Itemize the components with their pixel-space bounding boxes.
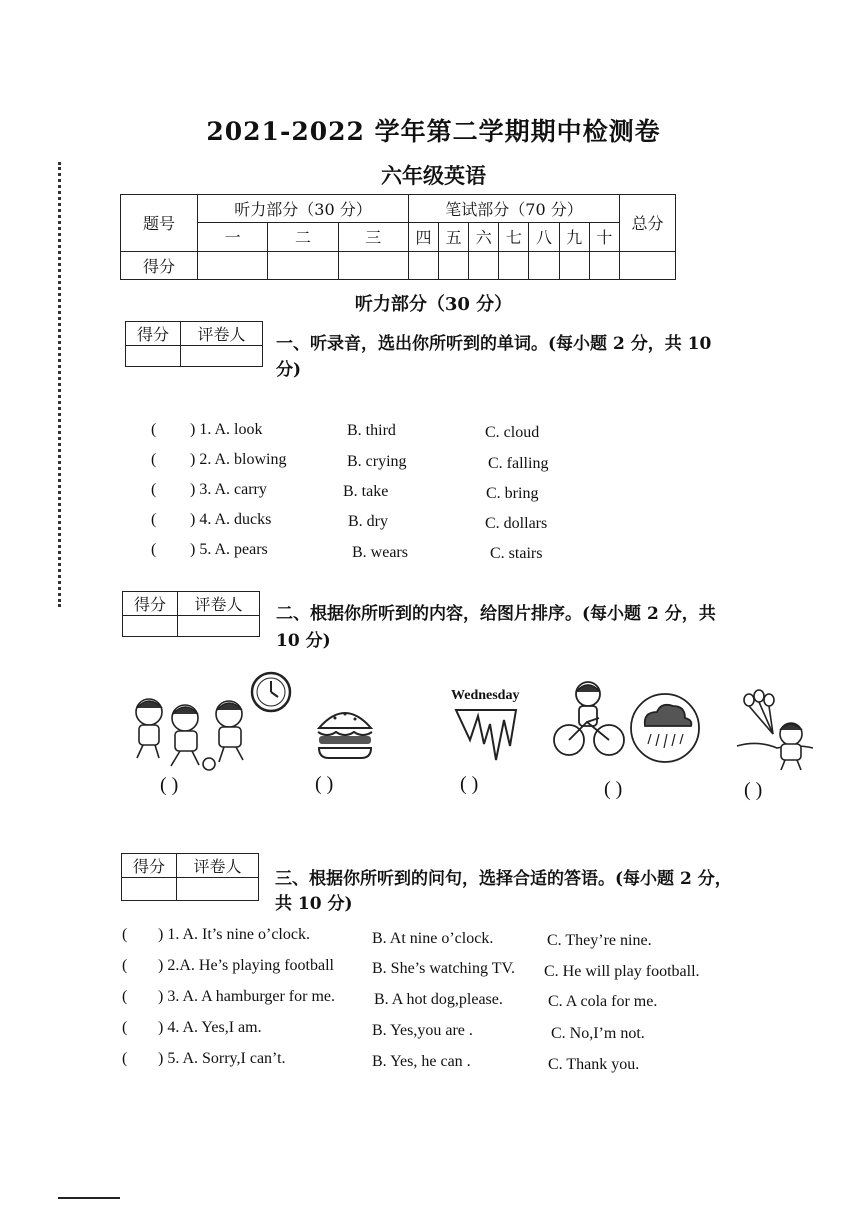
grader-box-1 <box>125 321 263 367</box>
answer-paren[interactable]: ( <box>151 451 157 468</box>
question-option-c: C. They’re nine. <box>547 932 652 949</box>
question-option-c: C. A cola for me. <box>548 993 658 1010</box>
grader-name-cell[interactable] <box>181 346 263 367</box>
question-option-a: ) 5. A. pears <box>190 541 268 558</box>
score-cell[interactable] <box>589 251 619 279</box>
score-table-tihao: 题号 <box>121 195 198 252</box>
wednesday-label: Wednesday <box>451 688 520 703</box>
question-option-a: ) 2. A. blowing <box>190 451 287 468</box>
question-option-a: ) 1. A. It’s nine o’clock. <box>158 926 310 943</box>
grader-score-cell[interactable] <box>123 616 178 637</box>
grader-score-label: 得分 <box>122 854 177 878</box>
score-cell[interactable] <box>338 251 408 279</box>
question-option-b: B. Yes,you are . <box>372 1022 473 1039</box>
grader-name-cell[interactable] <box>178 616 260 637</box>
grader-label: 评卷人 <box>181 322 263 346</box>
grader-score-label: 得分 <box>126 322 181 346</box>
exam-title: 2021-2022 学年第二学期期中检测卷 <box>206 117 661 146</box>
grader-name-cell[interactable] <box>177 878 259 901</box>
score-table <box>120 194 676 280</box>
answer-paren[interactable]: ( <box>151 421 157 438</box>
bottom-rule <box>58 1197 120 1199</box>
score-cell[interactable] <box>198 251 268 279</box>
wednesday-banner-picture <box>452 706 522 762</box>
section2-heading-line1: 二、根据你所听到的内容，给图片排序。(每小题 2 分，共 <box>276 604 716 624</box>
question-option-b: B. third <box>347 422 396 439</box>
question-option-c: C. dollars <box>485 515 548 532</box>
answer-paren[interactable]: ( <box>122 1050 128 1067</box>
score-col-9: 九 <box>559 223 589 251</box>
picture-answer-paren[interactable]: ( ) <box>460 773 479 795</box>
listening-part-title: 听力部分（30 分） <box>354 294 513 315</box>
question-option-a: ) 5. A. Sorry,I can’t. <box>158 1050 286 1067</box>
question-option-b: B. take <box>343 483 389 500</box>
grader-score-cell[interactable] <box>126 346 181 367</box>
grader-box-3 <box>121 853 259 901</box>
girl-balloons-picture <box>735 688 815 772</box>
question-option-a: ) 2.A. He’s playing football <box>158 957 334 974</box>
section2-heading-line2: 10 分) <box>276 631 331 651</box>
score-col-6: 六 <box>469 223 499 251</box>
exam-subtitle: 六年级英语 <box>381 163 486 188</box>
question-option-c: C. Thank you. <box>548 1056 640 1073</box>
answer-paren[interactable]: ( <box>122 926 128 943</box>
answer-paren[interactable]: ( <box>151 511 157 528</box>
score-cell[interactable] <box>559 251 589 279</box>
score-cell[interactable] <box>408 251 438 279</box>
question-option-b: B. dry <box>348 513 388 530</box>
score-table-total: 总分 <box>620 195 676 252</box>
grader-score-cell[interactable] <box>122 878 177 901</box>
question-option-a: ) 4. A. ducks <box>190 511 272 528</box>
score-col-3: 三 <box>338 223 408 251</box>
picture-answer-paren[interactable]: ( ) <box>160 774 179 796</box>
section3-heading-line1: 三、根据你所听到的问句，选择合适的答语。(每小题 2 分， <box>275 869 732 889</box>
question-option-b: B. crying <box>347 453 407 470</box>
question-option-b: B. At nine o’clock. <box>372 930 494 947</box>
question-option-c: C. He will play football. <box>544 963 700 980</box>
score-cell[interactable] <box>469 251 499 279</box>
section1-heading-line2: 分) <box>276 360 302 380</box>
question-option-c: C. bring <box>486 485 539 502</box>
answer-paren[interactable]: ( <box>151 481 157 498</box>
question-option-b: B. A hot dog,please. <box>374 991 503 1008</box>
bike-and-rain-picture <box>553 676 703 772</box>
question-option-c: C. No,I’m not. <box>551 1025 645 1042</box>
question-option-b: B. Yes, he can . <box>372 1053 471 1070</box>
picture-answer-paren[interactable]: ( ) <box>744 779 763 801</box>
section3-heading-line2: 共 10 分) <box>275 894 353 914</box>
grader-label: 评卷人 <box>177 854 259 878</box>
score-col-7: 七 <box>499 223 529 251</box>
answer-paren[interactable]: ( <box>122 988 128 1005</box>
answer-paren[interactable]: ( <box>122 1019 128 1036</box>
question-option-c: C. stairs <box>490 545 543 562</box>
score-col-10: 十 <box>589 223 619 251</box>
score-table-listening: 听力部分（30 分） <box>198 195 409 223</box>
score-cell[interactable] <box>268 251 338 279</box>
score-col-4: 四 <box>408 223 438 251</box>
question-option-b: B. wears <box>352 544 408 561</box>
grader-score-label: 得分 <box>123 592 178 616</box>
grader-label: 评卷人 <box>178 592 260 616</box>
clock-icon <box>252 673 290 711</box>
binding-line <box>58 162 61 607</box>
score-table-writing: 笔试部分（70 分） <box>408 195 619 223</box>
question-option-c: C. cloud <box>485 424 540 441</box>
hamburger-picture <box>315 702 375 762</box>
score-col-8: 八 <box>529 223 559 251</box>
picture-answer-paren[interactable]: ( ) <box>604 778 623 800</box>
question-option-b: B. She’s watching TV. <box>372 960 515 977</box>
score-cell[interactable] <box>439 251 469 279</box>
question-option-a: ) 3. A. A hamburger for me. <box>158 988 336 1005</box>
score-col-1: 一 <box>198 223 268 251</box>
question-option-c: C. falling <box>488 455 549 472</box>
question-option-a: ) 1. A. look <box>190 421 263 438</box>
grader-box-2 <box>122 591 260 637</box>
question-option-a: ) 3. A. carry <box>190 481 267 498</box>
picture-answer-paren[interactable]: ( ) <box>315 773 334 795</box>
question-option-a: ) 4. A. Yes,I am. <box>158 1019 262 1036</box>
answer-paren[interactable]: ( <box>122 957 128 974</box>
score-cell[interactable] <box>529 251 559 279</box>
score-col-2: 二 <box>268 223 338 251</box>
score-table-defen: 得分 <box>121 251 198 279</box>
section1-heading-line1: 一、听录音，选出你所听到的单词。(每小题 2 分，共 10 <box>276 334 712 354</box>
score-col-5: 五 <box>439 223 469 251</box>
total-score-cell[interactable] <box>620 251 676 279</box>
answer-paren[interactable]: ( <box>151 541 157 558</box>
kids-football-clock-picture <box>125 668 295 773</box>
score-cell[interactable] <box>499 251 529 279</box>
